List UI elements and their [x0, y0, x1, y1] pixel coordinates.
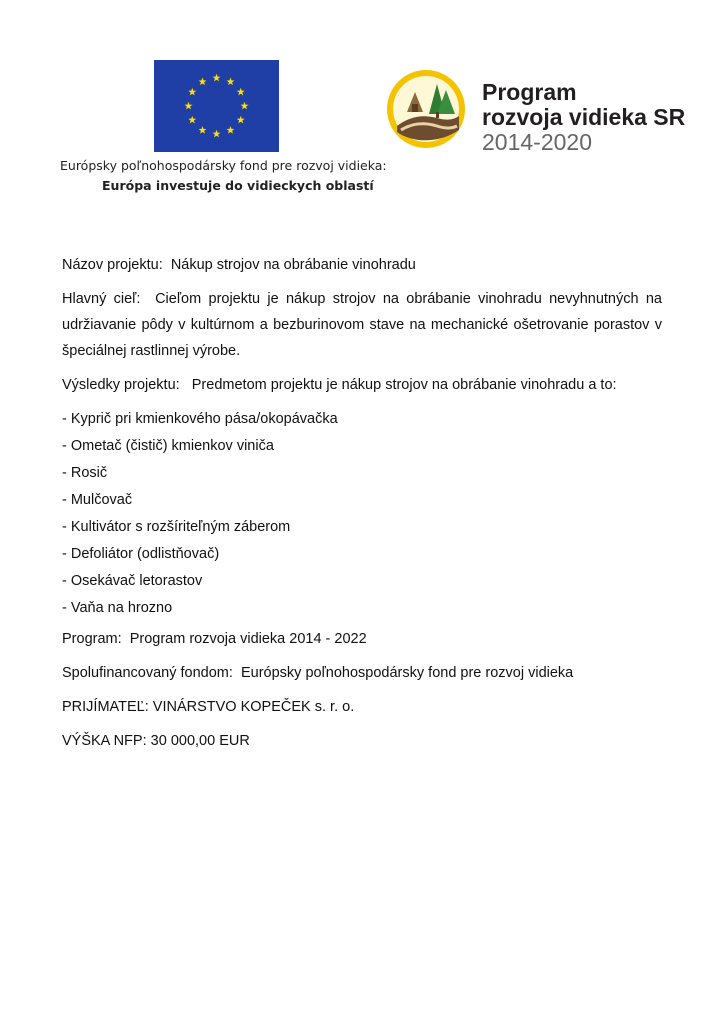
recipient-label: PRIJÍMATEĽ: — [62, 699, 149, 715]
project-name-label: Názov projektu: — [62, 257, 163, 273]
amount-value: 30 000,00 EUR — [150, 733, 250, 749]
project-name-value: Nákup strojov na obrábanie vinohradu — [170, 257, 416, 273]
prv-title — [482, 80, 685, 155]
project-goal-value: Cieľom projektu je nákup strojov na obrábanie vinohradu nevyhnutných na udržiavanie pôdy v kultúrnom a bezburinovom stave na mechanické ošetrovanie porastov v špeciálnej rastlinnej výrobe. — [62, 291, 662, 359]
cofinancing-row — [62, 660, 662, 686]
program-row — [62, 626, 662, 652]
eu-flag-icon — [154, 60, 279, 152]
star-icon — [213, 74, 221, 82]
recipient-value: VINÁRSTVO KOPEČEK s. r. o. — [152, 699, 355, 715]
star-icon — [185, 102, 193, 110]
star-icon — [199, 126, 207, 134]
list-item: - Mulčovač — [62, 492, 133, 508]
list-item: - Rosič — [62, 465, 108, 481]
project-results-value: Predmetom projektu je nákup strojov na obrábanie vinohradu a to: — [191, 377, 617, 393]
list-item: - Kultivátor s rozšíriteľným záberom — [62, 519, 291, 535]
recipient-row — [62, 694, 662, 720]
list-item: - Defoliátor (odlistňovač) — [62, 546, 220, 562]
star-icon — [213, 130, 221, 138]
cofinancing-label: Spolufinancovaný fondom: — [62, 665, 233, 681]
list-item: - Kyprič pri kmienkového pása/okopávačka — [62, 411, 338, 427]
project-name-row — [62, 252, 662, 278]
amount-label: VÝŠKA NFP: — [62, 733, 147, 749]
machine-list — [62, 406, 662, 622]
amount-row — [62, 728, 662, 754]
star-icon — [237, 116, 245, 124]
prv-logo-icon — [385, 68, 467, 150]
cofinancing-value: Európsky poľnohospodársky fond pre rozvoj vidieka — [240, 665, 574, 681]
project-info — [62, 252, 662, 762]
eu-caption — [60, 158, 390, 193]
prv-title-line2: rozvoja vidieka SR — [482, 104, 686, 130]
list-item: - Osekávač letorastov — [62, 573, 203, 589]
prv-title-line3: 2014-2020 — [482, 129, 592, 155]
program-value: Program rozvoja vidieka 2014 - 2022 — [129, 631, 367, 647]
project-results-label: Výsledky projektu: — [62, 377, 180, 393]
list-item: - Vaňa na hrozno — [62, 600, 173, 616]
star-icon — [227, 78, 235, 86]
list-item: - Ometač (čistič) kmienkov viniča — [62, 438, 274, 454]
program-label: Program: — [62, 631, 122, 647]
project-goal-row — [62, 286, 662, 364]
eu-caption-line2: Európa investuje do vidieckych oblastí — [102, 178, 374, 193]
project-results-row — [62, 372, 662, 398]
star-icon — [227, 126, 235, 134]
eu-caption-line1: Európsky poľnohospodársky fond pre rozvoj vidieka: — [60, 158, 387, 173]
project-goal-label: Hlavný cieľ: — [62, 291, 141, 307]
prv-title-line1: Program — [482, 79, 577, 105]
star-icon — [188, 116, 196, 124]
star-icon — [188, 88, 196, 96]
star-icon — [199, 78, 207, 86]
star-icon — [241, 102, 249, 110]
star-icon — [237, 88, 245, 96]
